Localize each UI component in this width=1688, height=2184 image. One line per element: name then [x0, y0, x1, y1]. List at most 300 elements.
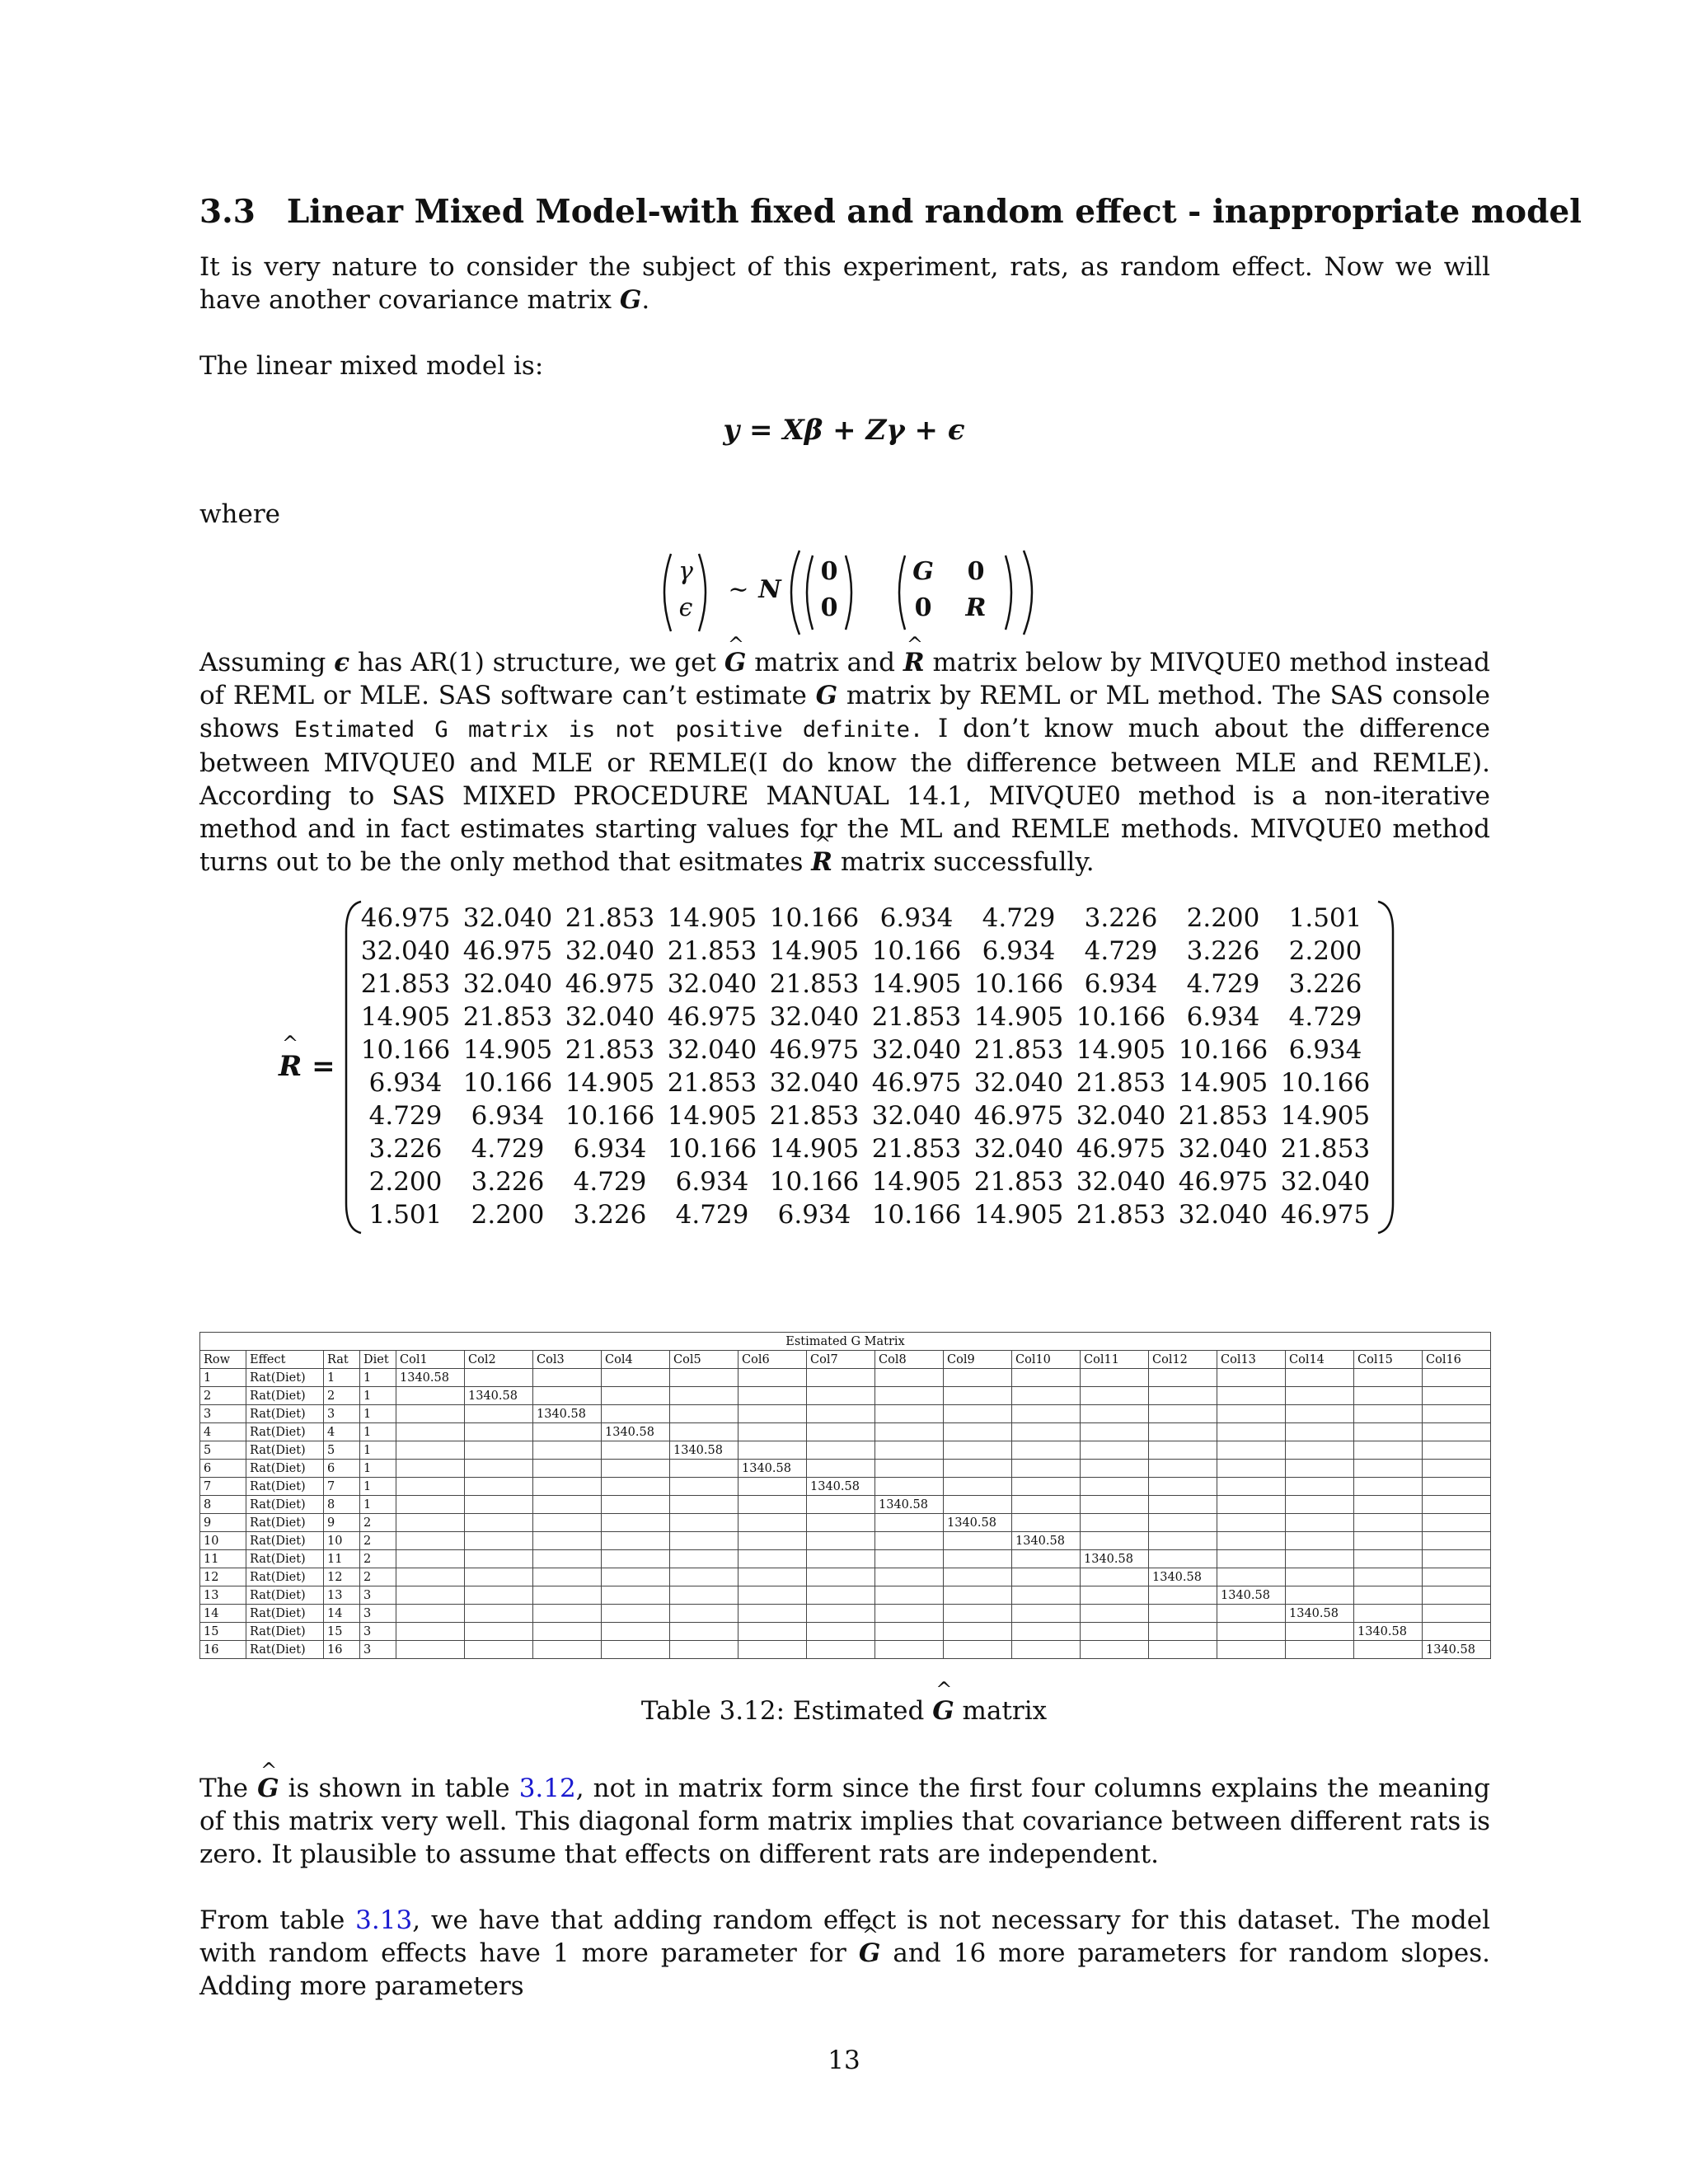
r-matrix-cell: 10.166 [769, 903, 860, 933]
r-matrix-cell: 2.200 [471, 1200, 545, 1230]
table-cell [465, 1369, 533, 1387]
r-matrix-cell: 6.934 [1186, 1002, 1260, 1032]
r-matrix-cell: 6.934 [879, 903, 954, 933]
table-cell [1081, 1605, 1149, 1623]
table-cell [1081, 1641, 1149, 1659]
table-row [200, 1550, 1491, 1568]
text-run: I don’t know much about the difference between MIVQUE0 and MLE or REMLE(I do know the difference between MLE and REMLE). According to SAS MIXED PROCEDURE MANUAL 14.1, MIVQUE0 method is a non-iterative method and in fact estimates starting values for the ML and REMLE methods. MIVQUE0 method turns out to be the only method that esitmates [199, 714, 1491, 877]
r-matrix-cell: 46.975 [871, 1068, 962, 1098]
r-matrix-cell: 6.934 [368, 1068, 443, 1098]
page-number: 13 [828, 2046, 860, 2075]
r-hat-symbol: ^ R [903, 646, 925, 679]
table-cell [944, 1496, 1012, 1514]
r-matrix-right-bracket [1375, 898, 1395, 1236]
table-cell [1286, 1641, 1354, 1659]
r-matrix-cell: 3.226 [368, 1134, 443, 1164]
table-cell: 12 [324, 1568, 360, 1586]
table-cell: Rat(Diet) [246, 1568, 324, 1586]
r-matrix-cell: 32.040 [1280, 1167, 1371, 1197]
table-cell [1354, 1387, 1423, 1405]
table-cell [738, 1441, 807, 1460]
table-cell [944, 1550, 1012, 1568]
r-matrix-cell: 21.853 [973, 1167, 1064, 1197]
table-cell: 11 [324, 1550, 360, 1568]
table-cell [1149, 1423, 1217, 1441]
r-matrix-cell: 14.905 [1076, 1035, 1166, 1065]
table-cell [1354, 1441, 1423, 1460]
r-matrix-cell: 6.934 [675, 1167, 749, 1197]
table-cell [1423, 1586, 1491, 1605]
g-table-header: Col16 [1423, 1351, 1491, 1369]
r-matrix-cell: 14.905 [769, 936, 860, 966]
table-cell: 9 [324, 1514, 360, 1532]
r-matrix-cell: 10.166 [1280, 1068, 1371, 1098]
r-matrix-cell: 10.166 [565, 1101, 655, 1131]
table-cell: 8 [324, 1496, 360, 1514]
table-cell [738, 1387, 807, 1405]
r-matrix-cell: 10.166 [462, 1068, 553, 1098]
g-table-header: Col11 [1081, 1351, 1149, 1369]
table-cell [1354, 1532, 1423, 1550]
table-cell [602, 1405, 670, 1423]
table-cell: 1 [360, 1478, 396, 1496]
g-table-body [200, 1369, 1491, 1659]
r-matrix-cell: 32.040 [1076, 1101, 1166, 1131]
table-cell [1012, 1550, 1081, 1568]
table-cell: 13 [324, 1586, 360, 1605]
table-cell: 10 [324, 1532, 360, 1550]
r-matrix-cell: 32.040 [769, 1002, 860, 1032]
r-matrix-cell: 14.905 [360, 1002, 451, 1032]
table-cell [1012, 1441, 1081, 1460]
table-row [200, 1423, 1491, 1441]
table-cell [602, 1623, 670, 1641]
table-cell: 15 [324, 1623, 360, 1641]
table-cell: Rat(Diet) [246, 1460, 324, 1478]
g-table-header: Col13 [1217, 1351, 1286, 1369]
table-cell [807, 1532, 875, 1550]
table-cell [396, 1605, 465, 1623]
r-matrix-cell: 32.040 [871, 1101, 962, 1131]
table-cell [465, 1423, 533, 1441]
table-cell: 1340.58 [602, 1423, 670, 1441]
table-row [200, 1586, 1491, 1605]
r-matrix-cell: 6.934 [1084, 969, 1158, 999]
console-message: Estimated G matrix is not positive definite. [293, 717, 924, 743]
r-matrix-cell: 46.975 [360, 903, 451, 933]
table-cell [738, 1532, 807, 1550]
table-cell [1081, 1387, 1149, 1405]
r-matrix-cell: 32.040 [973, 1068, 1064, 1098]
table-cell [602, 1514, 670, 1532]
table-cell [533, 1441, 602, 1460]
table-cell [1354, 1369, 1423, 1387]
table-cell: 1 [360, 1387, 396, 1405]
table-cell: 7 [324, 1478, 360, 1496]
r-matrix-cell: 10.166 [360, 1035, 451, 1065]
table-cell [1012, 1623, 1081, 1641]
table-cell: 16 [324, 1641, 360, 1659]
r-matrix-cell: 14.905 [973, 1200, 1064, 1230]
table-cell [738, 1496, 807, 1514]
r-matrix-cell: 14.905 [871, 969, 962, 999]
table-cell: Rat(Diet) [246, 1441, 324, 1460]
table-cell [738, 1405, 807, 1423]
table-cell [1286, 1441, 1354, 1460]
caption-text: matrix [962, 1696, 1048, 1726]
r-matrix-cell: 10.166 [871, 1200, 962, 1230]
table-cell: 1340.58 [670, 1441, 738, 1460]
table-cell [670, 1568, 738, 1586]
table-row [200, 1441, 1491, 1460]
table-row [200, 1460, 1491, 1478]
g-table-header: Diet [360, 1351, 396, 1369]
table-cell [1354, 1514, 1423, 1532]
table-cell [1081, 1460, 1149, 1478]
table-cell [1423, 1514, 1491, 1532]
table-cell [1081, 1478, 1149, 1496]
text-run: matrix successfully. [840, 847, 1095, 877]
table-cell: 8 [200, 1496, 246, 1514]
table-cell [1012, 1586, 1081, 1605]
table-cell [944, 1387, 1012, 1405]
table-cell [602, 1641, 670, 1659]
table-cell [1423, 1387, 1491, 1405]
g-table-header: Col12 [1149, 1351, 1217, 1369]
r-matrix-cell: 6.934 [573, 1134, 647, 1164]
r-matrix-cell: 2.200 [1186, 903, 1260, 933]
r-matrix-label [279, 1050, 335, 1083]
table-cell [670, 1423, 738, 1441]
table-cell [1354, 1478, 1423, 1496]
table-cell [670, 1550, 738, 1568]
table-cell [1286, 1550, 1354, 1568]
g-table-header: Col8 [875, 1351, 944, 1369]
table-cell [396, 1496, 465, 1514]
table-cell [1354, 1641, 1423, 1659]
r-matrix-row [354, 935, 1376, 968]
table-cell [1286, 1623, 1354, 1641]
intro-text: It is very nature to consider the subject of this experiment, rats, as random effect. Now we will have another covariance matrix [199, 252, 1490, 315]
table-cell [1149, 1514, 1217, 1532]
r-matrix-table [354, 902, 1376, 1231]
table-cell: Rat(Diet) [246, 1641, 324, 1659]
table-cell [1149, 1387, 1217, 1405]
table-cell: 4 [324, 1423, 360, 1441]
table-cell [465, 1550, 533, 1568]
g-table-header: Rat [324, 1351, 360, 1369]
r-matrix-cell: 14.905 [973, 1002, 1064, 1032]
table-cell [465, 1605, 533, 1623]
table-cell [807, 1441, 875, 1460]
table-cell [944, 1460, 1012, 1478]
sim-symbol: ∼ [728, 575, 749, 604]
table-cell [1423, 1478, 1491, 1496]
table-cell [533, 1423, 602, 1441]
table-cell [1081, 1441, 1149, 1460]
r-matrix-cell: 4.729 [1084, 936, 1158, 966]
table-cell [1149, 1460, 1217, 1478]
table-cell: 3 [360, 1623, 396, 1641]
normal-symbol: N [758, 575, 781, 604]
r-matrix-cell: 21.853 [1076, 1068, 1166, 1098]
table-cell [465, 1532, 533, 1550]
table-cell [602, 1532, 670, 1550]
table-cell [738, 1550, 807, 1568]
table-cell [670, 1514, 738, 1532]
r-label-text: ^ R = [279, 1050, 335, 1083]
table-cell: 4 [200, 1423, 246, 1441]
table-cell [670, 1460, 738, 1478]
table-cell [1423, 1460, 1491, 1478]
r-matrix-cell: 10.166 [1076, 1002, 1166, 1032]
r-matrix-cell: 1.501 [368, 1200, 443, 1230]
g-table-header: Col14 [1286, 1351, 1354, 1369]
table-row [200, 1641, 1491, 1659]
g-table-header: Col1 [396, 1351, 465, 1369]
table-cell [1012, 1423, 1081, 1441]
table-cell: 14 [324, 1605, 360, 1623]
table-ref-link[interactable]: 3.12 [518, 1774, 576, 1803]
table-cell [396, 1568, 465, 1586]
table-cell [1149, 1641, 1217, 1659]
table-cell: 2 [200, 1387, 246, 1405]
text-run: is shown in table [288, 1774, 510, 1803]
table-cell [396, 1532, 465, 1550]
table-cell [1012, 1369, 1081, 1387]
text-run: , we have that adding random effect is not necessary for this dataset. The model with random effects have 1 more parameter for [199, 1905, 1491, 1968]
table-cell [1149, 1441, 1217, 1460]
table-cell [875, 1460, 944, 1478]
table-cell [1149, 1496, 1217, 1514]
table-cell [465, 1568, 533, 1586]
table-cell [738, 1605, 807, 1623]
table-cell [533, 1623, 602, 1641]
table-cell [1423, 1550, 1491, 1568]
table-cell [1423, 1369, 1491, 1387]
table-cell [738, 1623, 807, 1641]
table-row [200, 1369, 1491, 1387]
r-matrix-cell: 14.905 [1178, 1068, 1268, 1098]
table-cell [875, 1405, 944, 1423]
r-matrix-cell: 10.166 [871, 936, 962, 966]
table-cell [670, 1496, 738, 1514]
cov-entry: 0 [967, 557, 985, 586]
table-cell: Rat(Diet) [246, 1387, 324, 1405]
table-cell [875, 1550, 944, 1568]
table-cell [465, 1460, 533, 1478]
table-cell [1217, 1441, 1286, 1460]
r-matrix-cell: 4.729 [675, 1200, 749, 1230]
r-matrix-cell: 14.905 [769, 1134, 860, 1164]
table-cell [807, 1496, 875, 1514]
table-cell [1149, 1369, 1217, 1387]
table-cell [1354, 1405, 1423, 1423]
r-matrix-cell: 6.934 [471, 1101, 545, 1131]
table-cell [670, 1478, 738, 1496]
table-row [200, 1605, 1491, 1623]
r-matrix-cell: 32.040 [871, 1035, 962, 1065]
table-cell [602, 1496, 670, 1514]
table-cell: Rat(Diet) [246, 1423, 324, 1441]
r-matrix-cell: 10.166 [667, 1134, 757, 1164]
table-cell [1423, 1405, 1491, 1423]
table-cell [1286, 1514, 1354, 1532]
r-matrix-cell: 32.040 [769, 1068, 860, 1098]
r-matrix [354, 902, 1376, 1231]
g-table-header: Row [200, 1351, 246, 1369]
r-matrix-cell: 21.853 [667, 936, 757, 966]
g-symbol: G [815, 681, 838, 710]
table-cell: 16 [200, 1641, 246, 1659]
table-cell: 1340.58 [1286, 1605, 1354, 1623]
r-matrix-cell: 32.040 [462, 903, 553, 933]
table-cell [807, 1405, 875, 1423]
r-matrix-cell: 21.853 [565, 903, 655, 933]
table-cell [1217, 1460, 1286, 1478]
r-matrix-cell: 3.226 [573, 1200, 647, 1230]
table-cell [1149, 1623, 1217, 1641]
table-caption [0, 1696, 1688, 1726]
table-cell [738, 1641, 807, 1659]
r-matrix-cell: 21.853 [1178, 1101, 1268, 1131]
table-cell: 1340.58 [1423, 1641, 1491, 1659]
table-cell [602, 1369, 670, 1387]
table-cell: 5 [324, 1441, 360, 1460]
table-cell: Rat(Diet) [246, 1405, 324, 1423]
table-cell [1286, 1478, 1354, 1496]
table-cell [1217, 1568, 1286, 1586]
table-cell [602, 1441, 670, 1460]
table-cell: 1 [360, 1405, 396, 1423]
table-cell: 1340.58 [944, 1514, 1012, 1532]
table-cell [944, 1441, 1012, 1460]
table-cell [1081, 1532, 1149, 1550]
table-cell [944, 1623, 1012, 1641]
table-cell [1354, 1605, 1423, 1623]
table-cell [807, 1387, 875, 1405]
table-cell [738, 1478, 807, 1496]
r-matrix-cell: 10.166 [769, 1167, 860, 1197]
table-cell [602, 1460, 670, 1478]
table-cell [533, 1387, 602, 1405]
table-cell [944, 1532, 1012, 1550]
table-cell: Rat(Diet) [246, 1369, 324, 1387]
table-cell [396, 1460, 465, 1478]
table-cell [944, 1423, 1012, 1441]
r-matrix-row [354, 1033, 1376, 1066]
table-cell [396, 1514, 465, 1532]
table-cell: 13 [200, 1586, 246, 1605]
r-matrix-row [354, 1165, 1376, 1198]
table-cell: 6 [200, 1460, 246, 1478]
table-cell [875, 1532, 944, 1550]
table-cell [1012, 1514, 1081, 1532]
table-row [200, 1387, 1491, 1405]
table-cell: Rat(Diet) [246, 1550, 324, 1568]
r-matrix-cell: 46.975 [769, 1035, 860, 1065]
table-cell [875, 1586, 944, 1605]
r-matrix-cell: 4.729 [368, 1101, 443, 1131]
table-cell: 3 [360, 1586, 396, 1605]
table-cell [670, 1369, 738, 1387]
r-matrix-cell: 32.040 [667, 969, 757, 999]
table-cell [1423, 1496, 1491, 1514]
r-matrix-cell: 46.975 [1178, 1167, 1268, 1197]
table-cell: 2 [360, 1514, 396, 1532]
table-cell: 1 [360, 1369, 396, 1387]
r-matrix-cell: 1.501 [1288, 903, 1362, 933]
r-matrix-cell: 21.853 [1280, 1134, 1371, 1164]
g-table-header: Col6 [738, 1351, 807, 1369]
table-cell: 1340.58 [396, 1369, 465, 1387]
epsilon-entry: ϵ [678, 593, 693, 622]
r-matrix-cell: 21.853 [769, 969, 860, 999]
r-matrix-cell: 6.934 [982, 936, 1056, 966]
table-row [200, 1623, 1491, 1641]
intro-paragraph: It is very nature to consider the subject of this experiment, rats, as random effect. Now we will have another covariance matrix G. [199, 252, 1490, 315]
caption-text: Table 3.12: Estimated [640, 1696, 925, 1726]
table-cell: 3 [360, 1641, 396, 1659]
table-row [200, 1496, 1491, 1514]
table-cell [670, 1532, 738, 1550]
table-cell [533, 1514, 602, 1532]
section-title-text: Linear Mixed Model-with fixed and random effect - inappropriate model [286, 193, 1582, 231]
table-cell [533, 1496, 602, 1514]
table-cell [1217, 1623, 1286, 1641]
table-ref-link[interactable]: 3.13 [355, 1905, 413, 1935]
table-cell [1423, 1441, 1491, 1460]
table-cell: 1 [360, 1496, 396, 1514]
table-cell [602, 1586, 670, 1605]
r-matrix-cell: 21.853 [1076, 1200, 1166, 1230]
table-cell [1423, 1423, 1491, 1441]
r-matrix-cell: 21.853 [565, 1035, 655, 1065]
table-cell [396, 1478, 465, 1496]
table-cell: Rat(Diet) [246, 1514, 324, 1532]
r-matrix-cell: 32.040 [1178, 1200, 1268, 1230]
table-cell [1286, 1405, 1354, 1423]
table-cell [670, 1605, 738, 1623]
table-cell: Rat(Diet) [246, 1586, 324, 1605]
table-cell [602, 1568, 670, 1586]
table-cell: 10 [200, 1532, 246, 1550]
mean-entry: 0 [820, 557, 838, 586]
r-matrix-cell: 4.729 [1288, 1002, 1362, 1032]
table-cell [396, 1586, 465, 1605]
table-cell [1012, 1568, 1081, 1586]
r-matrix-row [354, 1099, 1376, 1132]
table-row [200, 1568, 1491, 1586]
table-cell [1217, 1369, 1286, 1387]
model-equation: y = Xβ + Zγ + ϵ [723, 414, 965, 447]
table-cell [1012, 1496, 1081, 1514]
r-matrix-cell: 10.166 [973, 969, 1064, 999]
g-hat-symbol: ^ G [859, 1937, 880, 1970]
text-run: From table [199, 1905, 345, 1935]
r-matrix-row [354, 968, 1376, 1001]
r-matrix-cell: 14.905 [871, 1167, 962, 1197]
cov-entry: G [912, 557, 934, 586]
table-cell [1286, 1460, 1354, 1478]
table-cell [670, 1623, 738, 1641]
table-cell [1149, 1550, 1217, 1568]
table-cell [807, 1550, 875, 1568]
table-cell: 14 [200, 1605, 246, 1623]
g-table-header: Col10 [1012, 1351, 1081, 1369]
table-cell [1217, 1496, 1286, 1514]
table-cell [1012, 1641, 1081, 1659]
